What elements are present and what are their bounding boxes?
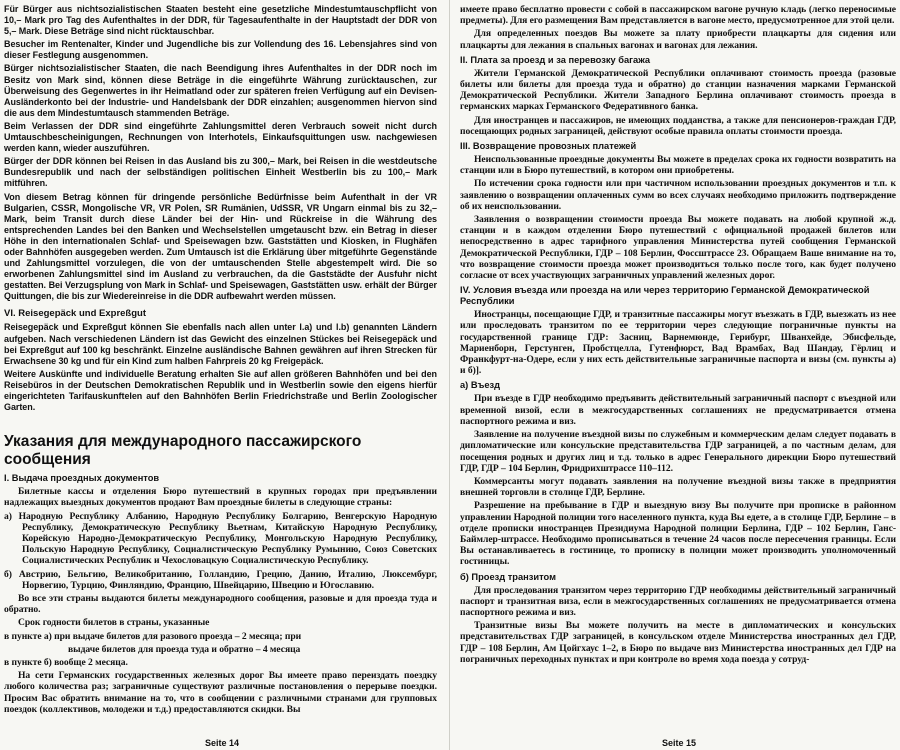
de-paragraph: Weitere Auskünfte und individuelle Beratung erhalten Sie auf allen größeren Bahnhöfen und bei den Reisebüros in der Deutschen Demokratischen Republik und in Westberlin sowie den eigens hierfür eingerichteten Tarifauskunftelen auf den Bahnhöfen Berlin Friedrichstraße und Berlin Zoologischer Garten. [4, 368, 437, 413]
de-paragraph: Beim Verlassen der DDR sind eingeführte Zahlungsmittel deren Verbrauch soweit nicht durch Umtauschbescheinigungen, Rechnungen von Interhotels, Einkaufsquittungen usw. nachgewiesen werden kann, wieder auszuführen. [4, 120, 437, 154]
ru-paragraph: Транзитные визы Вы можете получить на месте в дипломатических и консульских представительствах ГДР заграницей, в консульском отделе Министерства иностранных дел ГДР, ГДР – 108 Берлин, Ам Цойгхаус 1–2, в Бюро по выдаче виз Министерства иностранных дел ГДР на пограничных переходных пунктах и при контроле во время хода поезда у сотруд- [460, 620, 896, 665]
ru-paragraph: Билетные кассы и отделения Бюро путешествий в крупных городах при предъявлении надлежащих выездных документов продают Вам проездные билеты в следующие страны: [4, 486, 437, 509]
ru-paragraph: Иностранцы, посещающие ГДР, и транзитные пассажиры могут въезжать в ГДР, выезжать из нее или проследовать транзитом по ее территории через следующие пограничные пункты на государственной границе ГДР: Засниц, Варнемюнде, Герибург, Шванхейде, Эбисфельде, Мариенборн, Герстунген, Пробстцелла, Гутенфюрст, Вад Врамбах, Вад Шандау, Гёрлиц и Франкфурт-на-Одере, если у них есть действительные заграничные паспорта и визы (см. пункты а) и б)]. [460, 309, 896, 377]
page-right-russian [450, 0, 900, 750]
ru-section-1-heading: I. Выдача проездных документов [4, 473, 160, 484]
ru-paragraph: Жители Германской Демократической Республики оплачивают стоимость проезда (разовые билеты или билеты для проезда туда и обратно) до станции назначения марками Германской Демократической Республики. Жители Западного Берлина оплачивают стоимость проезда в германских марках Германского Федеративного банка. [460, 67, 896, 113]
ru-paragraph: Для иностранцев и пассажиров, не имеющих подданства, а также для пенсионеров-граждан ГДР, посещающих родных заграницей, действуют особые правила оплаты стоимости проезда. [460, 114, 896, 137]
ru-paragraph: Коммерсанты могут подавать заявления на получение въездной визы также в предприятия внешней торговли в столице ГДР, Берлине. [460, 475, 896, 499]
section-iv-heading: IV. Условия въезда или проезда на или через территорию Германской Демократической Республики [460, 285, 870, 307]
section-ii-heading: II. Плата за проезд и за перевозку багажа [460, 54, 651, 65]
ru-paragraph: На сети Германских государственных железных дорог Вы имеете право переиздать поездку любого количества раз; заграничные существуют различные постановления о перерыве поездки. Просим Вас обратить внимание на то, что в сообщении с различными странами для групповых поездок (коллективов, молодежи и т.д.) предоставляются скидки. Вы [4, 670, 437, 715]
ru-paragraph: Заявление на получение въездной визы по служебным и коммерческим делам следует подавать в дипломатические или консульские представительства ГДР заграницей, а по частным делам, для посещения родных и других лиц и т.д. только в адрес Генерального дирекции Бюро путешествий ГДР, ГДР – 104 Берлин, Фридрихштрассе 110–112. [460, 429, 896, 474]
ru-validity-b: в пункте б) вообще 2 месяца. [4, 657, 128, 669]
subsection-a-heading: а) Въезд [460, 380, 501, 391]
ru-paragraph: По истечении срока годности или при частичном использовании проездных документов и т.п. к заявлению о возвращении оплаченных сумм во всех случаях необходимо приложить подтверждение об их неиспользовании. [460, 178, 896, 212]
ru-validity-intro: Срок годности билетов в страны, указанные [18, 617, 210, 629]
de-paragraph: Für Bürger aus nichtsozialistischen Staaten besteht eine gesetzliche Mindestumtauschpflicht von 10,– Mark pro Tag des Aufenthaltes in der DDR, für Tagesaufenthalte in der Hauptstadt der DDR von 5,– Mark. Diese Beträge sind nicht rücktauschbar. [4, 4, 437, 37]
section-vi-heading: VI. Reisegepäck und Expreßgut [4, 308, 147, 320]
ru-paragraph: имеете право бесплатно провести с собой в пассажирском вагоне ручную кладь (легко переносимые предметы). Для его размещения Вам представляется в вагоне место, предусмотренное для этой цели. [460, 4, 896, 27]
section-iii-heading: III. Возвращение провозных платежей [460, 141, 637, 152]
ru-paragraph: Разрешение на пребывание в ГДР и выездную визу Вы получите при прописке в районном управлении Народной полиции того населенного пункта, куда Вы едете, а в столице ГДР, Берлине – в отделе прописки иностранцев Президиума Народной полиции Берлина, ГДР – 102 Берлин, Ганс-Баймлер-штрассе. Необходимо прописываться в течение 24 часов после пересечения границы. Если Вы останавливаетесь в гостинице, то прописку в полиции может производить уполномоченный гостиницы. [460, 500, 896, 568]
de-paragraph: Bürger nichtsozialistischer Staaten, die nach Beendigung ihres Aufenthaltes in der DDR noch im Besitz von Mark sind, können diese Beträge in die eingeführte Währung zurücktauschen, zur Überweisung des Gegenwertes in ihr Heimatland oder zur späteren freien Verfügung auf ein Devisen-Ausländerkonto bei der Industrie- und Handelsbank der DDR einzahlen; ausgenommen hiervon sind die aus dem Mindestumtausch stammenden Beträge. [4, 63, 437, 118]
russian-main-title: Указания для международного пассажирского сообщения [4, 433, 362, 469]
de-paragraph: Reisegepäck und Expreßgut können Sie ebenfalls nach allen unter l.a) und l.b) genannten Ländern aufgeben. Nach verschiedenen Ländern ist das Gewicht des einzelnen Stückes bei Reisegepäck und bei Expreßgut auf 100 kg beschränkt. Einzelne ausländische Bahnen gewähren auf ihren Strecken für Erwachsene 30 kg und für ein Kind zum halben Fahrpreis 20 kg Freigepäck. [4, 322, 437, 366]
ru-paragraph: Во все эти страны выдаются билеты международного сообщения, разовые и для проезда туда и обратно. [4, 593, 437, 616]
subsection-b-heading: б) Проезд транзитом [460, 571, 556, 582]
ru-paragraph: При въезде в ГДР необходимо предъявить действительный заграничный паспорт с въездной или временной визой, если в межгосударственных соглашениях не предусматривается отмена паспортного режима и виз. [460, 393, 896, 427]
ru-list-item-b: б) Австрию, Бельгию, Великобританию, Голландию, Грецию, Данию, Италию, Люксембург, Норвегию, Турцию, Финляндию, Францию, Швейцарию, Швецию и Югославию. [4, 568, 437, 591]
ru-paragraph: Для определенных поездов Вы можете за плату приобрести плацкарты для сидения или плацкарты для лежания в спальных вагонах и вагонах для лежания. [460, 28, 896, 51]
page-number-left: Seite 14 [205, 738, 240, 748]
ru-paragraph: Заявления о возвращении стоимости проезда Вы можете подавать на любой крупной ж.д. станции и в каждом отделении Бюро путешествий с официальной продажей билетов или непосредственно в адрес тарифного управления Министерства путей сообщения Германской Демократической Республики, ГДР – 108 Берлин, Фоссштрассе 23. Обращаем Ваше внимание на то, что возвращение стоимости проезда может производиться только после того, как будет получено согласие от всех участвующих заграничных управлений железных дорог. [460, 214, 896, 282]
ru-validity-a: в пункте а) при выдаче билетов для разового проезда – 2 месяца; при [4, 630, 302, 642]
ru-paragraph: Неиспользованные проездные документы Вы можете в пределах срока их годности возвратить на станции или в Бюро путешествий, в котором они приобретены. [460, 154, 896, 177]
ru-paragraph: Для проследования транзитом через территорию ГДР необходимы действительный заграничный паспорт и транзитная виза, если в межгосударственных соглашениях не предусматривается отмена паспортного режима и виз. [460, 584, 896, 618]
ru-validity-a-cont: выдаче билетов для проезда туда и обратно – 4 месяца [68, 643, 301, 655]
de-paragraph: Besucher im Rentenalter, Kinder und Jugendliche bis zur Vollendung des 16. Lebensjahres sind von dieser Festlegung ausgenommen. [4, 39, 437, 61]
ru-list-item-a: а) Народную Республику Албанию, Народную Республику Болгарию, Венгерскую Народную Республику, Демократическую Республику Вьетнам, Китайскую Народную Республику, Корейскую Народно-Демократическую Республику, Монгольскую Народную Республику, Польскую Народную Республику, Социалистическую Республику Румынию, Союз Советских Социалистических Республик и Чехословацкую Социалистическую Республику. [4, 510, 437, 567]
de-paragraph: Von diesem Betrag können für dringende persönliche Bedürfnisse beim Aufenthalt in der VR Bulgarien, CSSR, Mongolische VR, VR Polen, SR Rumänien, UdSSR, VR Ungarn einmal bis zu 32,– Mark, beim Transit durch diese Länder bei der Hin- und Rückreise in die Währung des entsprechenden Landes bei den Banken und Wechselstellen umgetauscht bzw. ein Betrag in dieser Höhe in den internationalen Schlaf- und Speisewagen bzw. Gaststätten und Kiosken, in Flughäfen oder Bahnhöfen ausgegeben werden. Zum Umtausch ist die Erklärung über mitgeführte Gegenstände und Zahlungsmittel vorzulegen, die von der umtauschenden Stelle abgestempelt wird. Die so erworbenen Zahlungsmittel sind im Ausland zu verbrauchen, da die Gaststädte der Ausfuhr nicht gestatten. Bei Verzugsplung von Mark in Schlaf- und Speisewagen, Gaststätten usw. erhält der Bürger Quittungen, die bis zur Wiedereinreise in die DDR aufbewahrt werden müssen. [4, 191, 437, 302]
page-number-right: Seite 15 [662, 738, 697, 748]
de-paragraph: Bürger der DDR können bei Reisen in das Ausland bis zu 300,– Mark, bei Reisen in die westdeutsche Bundesrepublik und nach der selbständigen politischen Einheit Westberlin bis zu 100,– Mark mitführen. [4, 156, 437, 189]
